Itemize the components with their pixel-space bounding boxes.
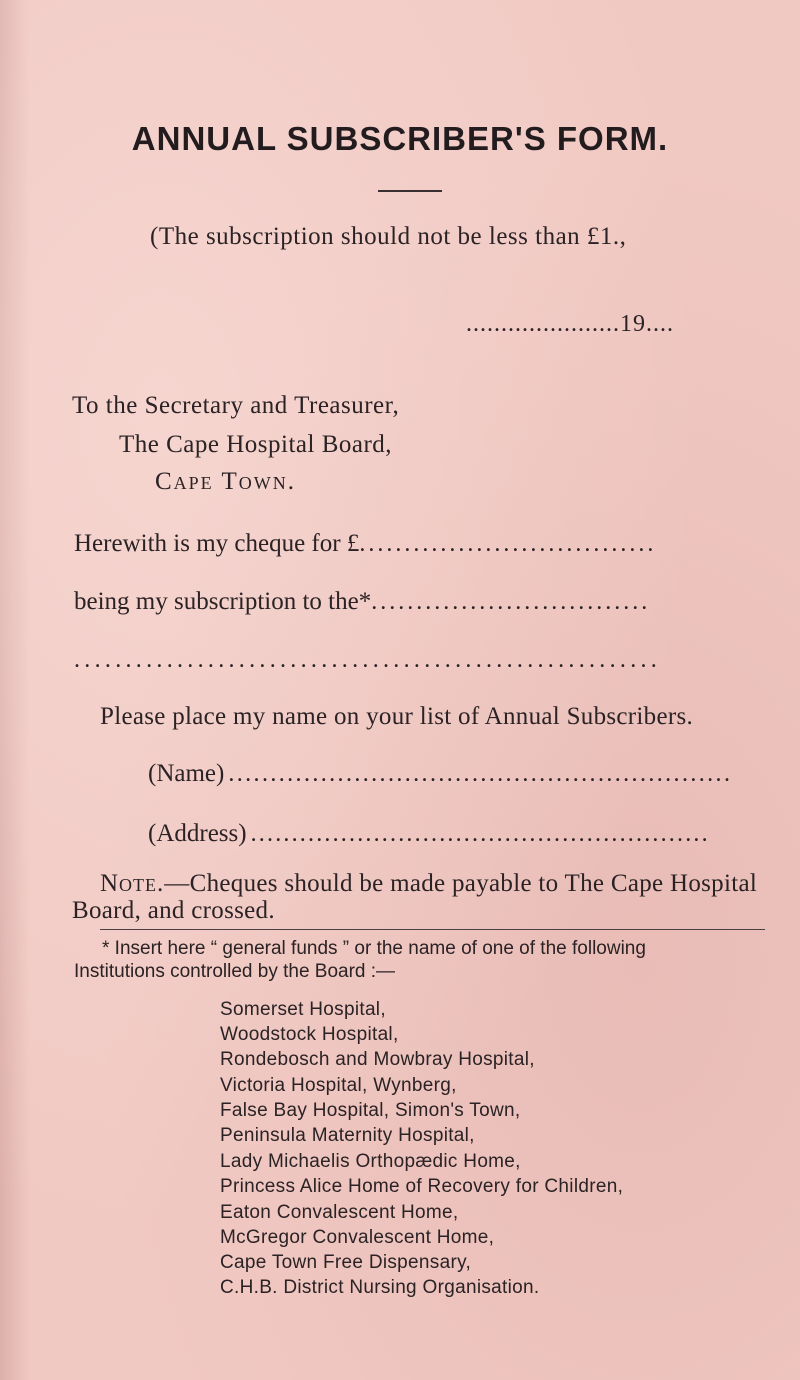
cheque-label: Herewith is my cheque for £: [74, 530, 360, 557]
address-field: [148, 820, 710, 848]
note-line-2: Board, and crossed.: [72, 897, 275, 924]
name-label: (Name): [148, 760, 225, 787]
minimum-subscription-note: (The subscription should not be less than £1.,: [150, 223, 627, 250]
address-blank: ........................................................: [250, 821, 710, 847]
subscription-line: [74, 588, 650, 616]
institution-item: Peninsula Maternity Hospital,: [220, 1125, 475, 1146]
name-blank: ............................................................: [228, 761, 733, 787]
address-label: (Address): [148, 820, 247, 847]
date-line: ......................19....: [466, 311, 674, 337]
addressee-line-2: The Cape Hospital Board,: [119, 431, 393, 458]
institution-item: Victoria Hospital, Wynberg,: [220, 1075, 457, 1096]
request-text: Please place my name on your list of Annual Subscribers.: [100, 703, 694, 730]
institution-item: Rondebosch and Mowbray Hospital,: [220, 1049, 535, 1070]
subscription-blank: ...............................: [371, 589, 651, 615]
institution-item: False Bay Hospital, Simon's Town,: [220, 1100, 521, 1121]
cheque-amount-blank: .................................: [359, 531, 657, 557]
title-divider: [378, 190, 442, 192]
subscription-label: being my subscription to the*: [74, 588, 372, 615]
institution-item: C.H.B. District Nursing Organisation.: [220, 1277, 540, 1298]
institution-item: Somerset Hospital,: [220, 999, 386, 1020]
note-lead: Note.: [100, 870, 165, 897]
institution-item: Princess Alice Home of Recovery for Children,: [220, 1176, 624, 1197]
cheque-line: [74, 530, 656, 558]
continuation-blank: .........................................................: [74, 647, 662, 673]
footnote-line-2: Institutions controlled by the Board :—: [74, 961, 396, 982]
institution-item: Woodstock Hospital,: [220, 1024, 399, 1045]
note-line-1: [100, 870, 757, 898]
form-title: ANNUAL SUBSCRIBER'S FORM.: [131, 120, 669, 157]
note-text: —Cheques should be made payable to The Cape Hospital: [164, 870, 758, 897]
institution-item: McGregor Convalescent Home,: [220, 1227, 495, 1248]
institution-item: Cape Town Free Dispensary,: [220, 1252, 472, 1273]
institution-item: Lady Michaelis Orthopædic Home,: [220, 1151, 521, 1172]
footnote-line-1: * Insert here “ general funds ” or the name of one of the following: [102, 938, 646, 959]
institution-item: Eaton Convalescent Home,: [220, 1202, 459, 1223]
addressee-line-3: Cape Town.: [155, 468, 296, 495]
name-field: [148, 760, 732, 788]
addressee-line-1: To the Secretary and Treasurer,: [72, 392, 400, 419]
footnote-divider: [100, 929, 765, 930]
